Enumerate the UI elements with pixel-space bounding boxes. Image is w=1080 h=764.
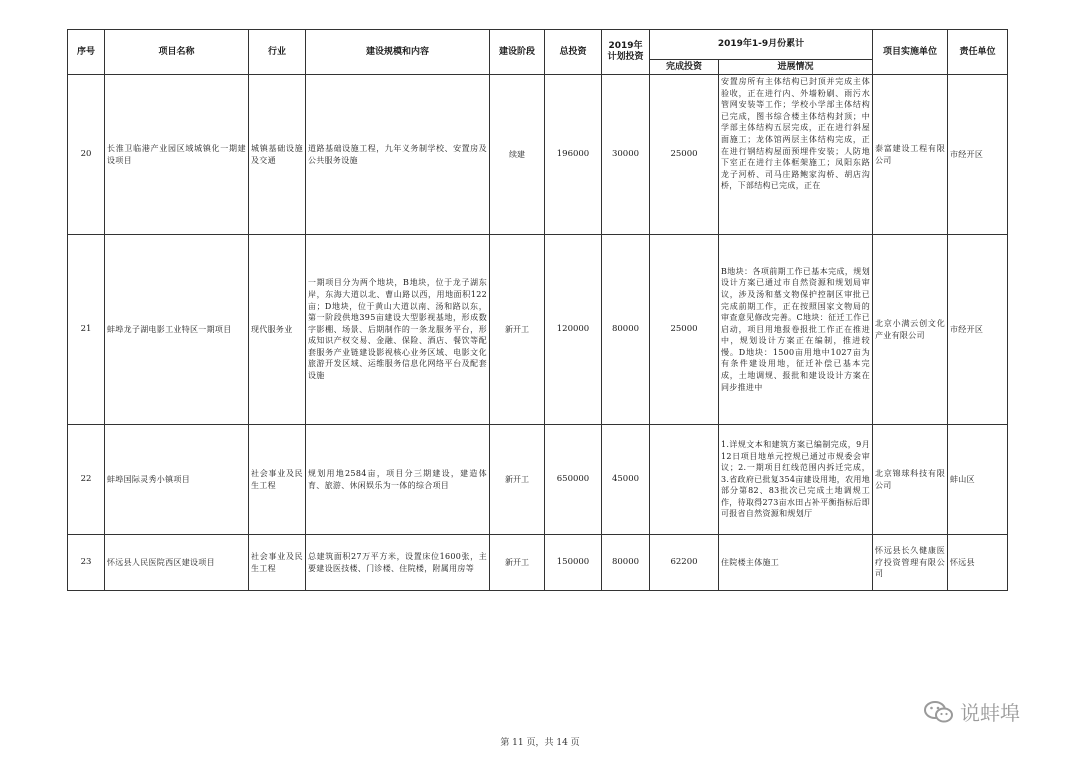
row-done: 25000 [650,235,719,425]
row-industry: 社会事业及民生工程 [249,425,306,535]
header-row [68,30,1008,60]
table-row [68,425,1008,535]
row-plan: 30000 [602,75,650,235]
header-stage: 建设阶段 [490,30,545,75]
header-name: 项目名称 [105,30,249,75]
row-industry: 社会事业及民生工程 [249,535,306,591]
row-seq: 23 [68,535,105,591]
row-seq: 22 [68,425,105,535]
row-total: 196000 [545,75,602,235]
row-resp: 怀远县 [948,535,1008,591]
row-total: 150000 [545,535,602,591]
row-scale: 总建筑面积27万平方米，设置床位1600张，主要建设医技楼、门诊楼、住院楼，附属用房等 [306,535,490,591]
row-resp: 市经开区 [948,235,1008,425]
row-name: 蚌埠龙子湖电影工业特区一期项目 [105,235,249,425]
row-seq: 21 [68,235,105,425]
row-name: 长淮卫临港产业园区域城镇化一期建设项目 [105,75,249,235]
row-stage: 新开工 [490,535,545,591]
row-seq: 20 [68,75,105,235]
row-done: 62200 [650,535,719,591]
page-footer: 第 11 页，共 14 页 [500,738,580,748]
watermark [924,697,1020,726]
row-industry: 现代服务业 [249,235,306,425]
row-unit: 泰富建设工程有限公司 [873,75,948,235]
header-scale: 建设规模和内容 [306,30,490,75]
row-scale: 一期项目分为两个地块，B地块，位于龙子湖东岸，东海大道以北、曹山路以西，用地面积122亩；D地块，位于黄山大道以南、汤和路以东，第一阶段供地395亩建设大型影视基地，形成数字影棚、场景、后期制作的一条龙服务平台，形成知识产权交易、金融、保险、酒店、餐饮等配套服务产业链建设影视核心业务区域、电影文化旅游开发区域、运维服务信息化网络平台及配套设施 [306,235,490,425]
row-done: 25000 [650,75,719,235]
row-stage: 续建 [490,75,545,235]
row-plan: 80000 [602,235,650,425]
row-resp: 蚌山区 [948,425,1008,535]
project-table [67,29,1008,591]
header-done: 完成投资 [650,60,719,75]
row-plan: 80000 [602,535,650,591]
header-seq: 序号 [68,30,105,75]
row-name: 怀远县人民医院西区建设项目 [105,535,249,591]
row-stage: 新开工 [490,425,545,535]
row-plan: 45000 [602,425,650,535]
row-scale: 道路基础设施工程，九年义务制学校、安置房及公共服务设施 [306,75,490,235]
header-progress: 进展情况 [719,60,873,75]
row-stage: 新开工 [490,235,545,425]
row-progress: B地块：各项前期工作已基本完成，规划设计方案已通过市自然资源和规划局审议，涉及汤和墓文物保护控制区审批已完成前期工作，正在按照国家文物局的审查意见修改完善。C地块：征迁工作已启动，项目用地报卷报批工作正在推进中，规划设计方案正在编制，推进较慢。D地块：1500亩用地中1027亩为有条件建设用地，征迁补偿已基本完成，土地调规、报批和建设设计方案在同步推进中 [719,235,873,425]
row-done [650,425,719,535]
wechat-icon [924,700,954,724]
table-row [68,235,1008,425]
row-industry: 城镇基础设施及交通 [249,75,306,235]
row-name: 蚌埠国际灵秀小镇项目 [105,425,249,535]
row-unit: 北京小满云创文化产业有限公司 [873,235,948,425]
row-scale: 规划用地2584亩，项目分三期建设，建造体育、旅游、休闲娱乐为一体的综合项目 [306,425,490,535]
row-progress: 住院楼主体施工 [719,535,873,591]
row-unit: 北京锦球科技有限公司 [873,425,948,535]
row-total: 120000 [545,235,602,425]
row-progress: 安置房所有主体结构已封顶并完成主体验收，正在进行内、外墙粉刷、雨污水管网安装等工作；学校小学部主体结构已完成，图书综合楼主体结构封顶；中学部主体结构五层完成，正在进行斜屋面施工；龙体馆两层主体结构完成，正在进行钢结构屋面预埋件安装；人防地下室正在进行主体框架施工；凤阳东路龙子河桥、司马庄路鲍家沟桥、胡店沟桥，下部结构已完成，正在 [721,77,870,191]
header-plan: 2019年计划投资 [602,30,650,75]
header-industry: 行业 [249,30,306,75]
table-row [68,75,1008,235]
watermark-text: 说蚌埠 [960,701,1020,725]
row-resp: 市经开区 [948,75,1008,235]
row-unit: 怀远县长久健康医疗投资管理有限公司 [873,535,948,591]
row-progress-cell [719,75,873,235]
header-total: 总投资 [545,30,602,75]
header-cumulative: 2019年1-9月份累计 [650,30,873,60]
row-total: 650000 [545,425,602,535]
table-row [68,535,1008,591]
header-unit: 项目实施单位 [873,30,948,75]
row-progress: 1.详规文本和建筑方案已编制完成，9月12日项目地单元控规已通过市规委会审议；2.一期项目红线范围内拆迁完成，3.省政府已批复354亩建设用地，农用地部分第82、83批次已完成土地调规工作，待取得273亩水田占补平衡指标后即可报省自然资源和规划厅 [719,425,873,535]
header-resp: 责任单位 [948,30,1008,75]
